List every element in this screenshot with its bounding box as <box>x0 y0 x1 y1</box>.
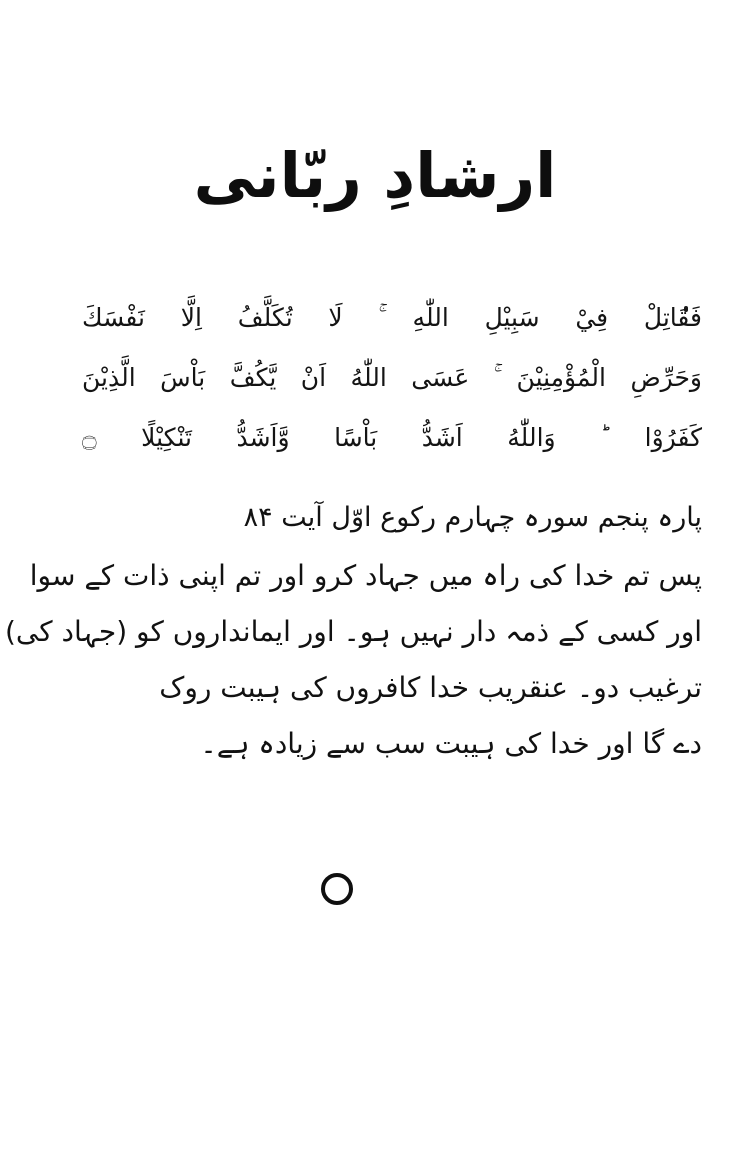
page-title: ارشادِ ربّانی <box>193 139 557 212</box>
verse-line: كَفَرُوْا ؕ وَاللّٰهُ اَشَدُّ بَاْسًا وَّاَشَدُّ تَنْكِيْلًا ۝ <box>82 423 702 452</box>
translation-line: پس تم خدا کی راہ میں جہاد کرو اور تم اپنی ذات کے سوا <box>29 559 702 592</box>
verse-reference: پارہ پنجم سورہ چہارم رکوع اوّل آیت ۸۴ <box>243 502 702 533</box>
circle-end-mark-icon <box>321 873 353 905</box>
quran-verse <box>82 288 702 468</box>
urdu-translation <box>4 548 702 772</box>
translation-line: دے گا اور خدا کی ہیبت سب سے زیادہ ہے۔ <box>200 727 702 760</box>
verse-line: وَحَرِّضِ الْمُؤْمِنِيْنَ ۚ عَسَى اللّٰهُ اَنْ يَّكُفَّ بَاْسَ الَّذِيْنَ <box>82 363 702 392</box>
translation-line: ترغیب دو۔ عنقریب خدا کافروں کی ہیبت روک <box>159 671 702 704</box>
translation-line: اور کسی کے ذمہ دار نہیں ہو۔ اور ایمانداروں کو (جہاد کی) <box>4 615 702 648</box>
verse-line: فَقَاتِلْ فِيْ سَبِيْلِ اللّٰهِ ۚ لَا تُكَلَّفُ اِلَّا نَفْسَكَ <box>82 303 702 332</box>
